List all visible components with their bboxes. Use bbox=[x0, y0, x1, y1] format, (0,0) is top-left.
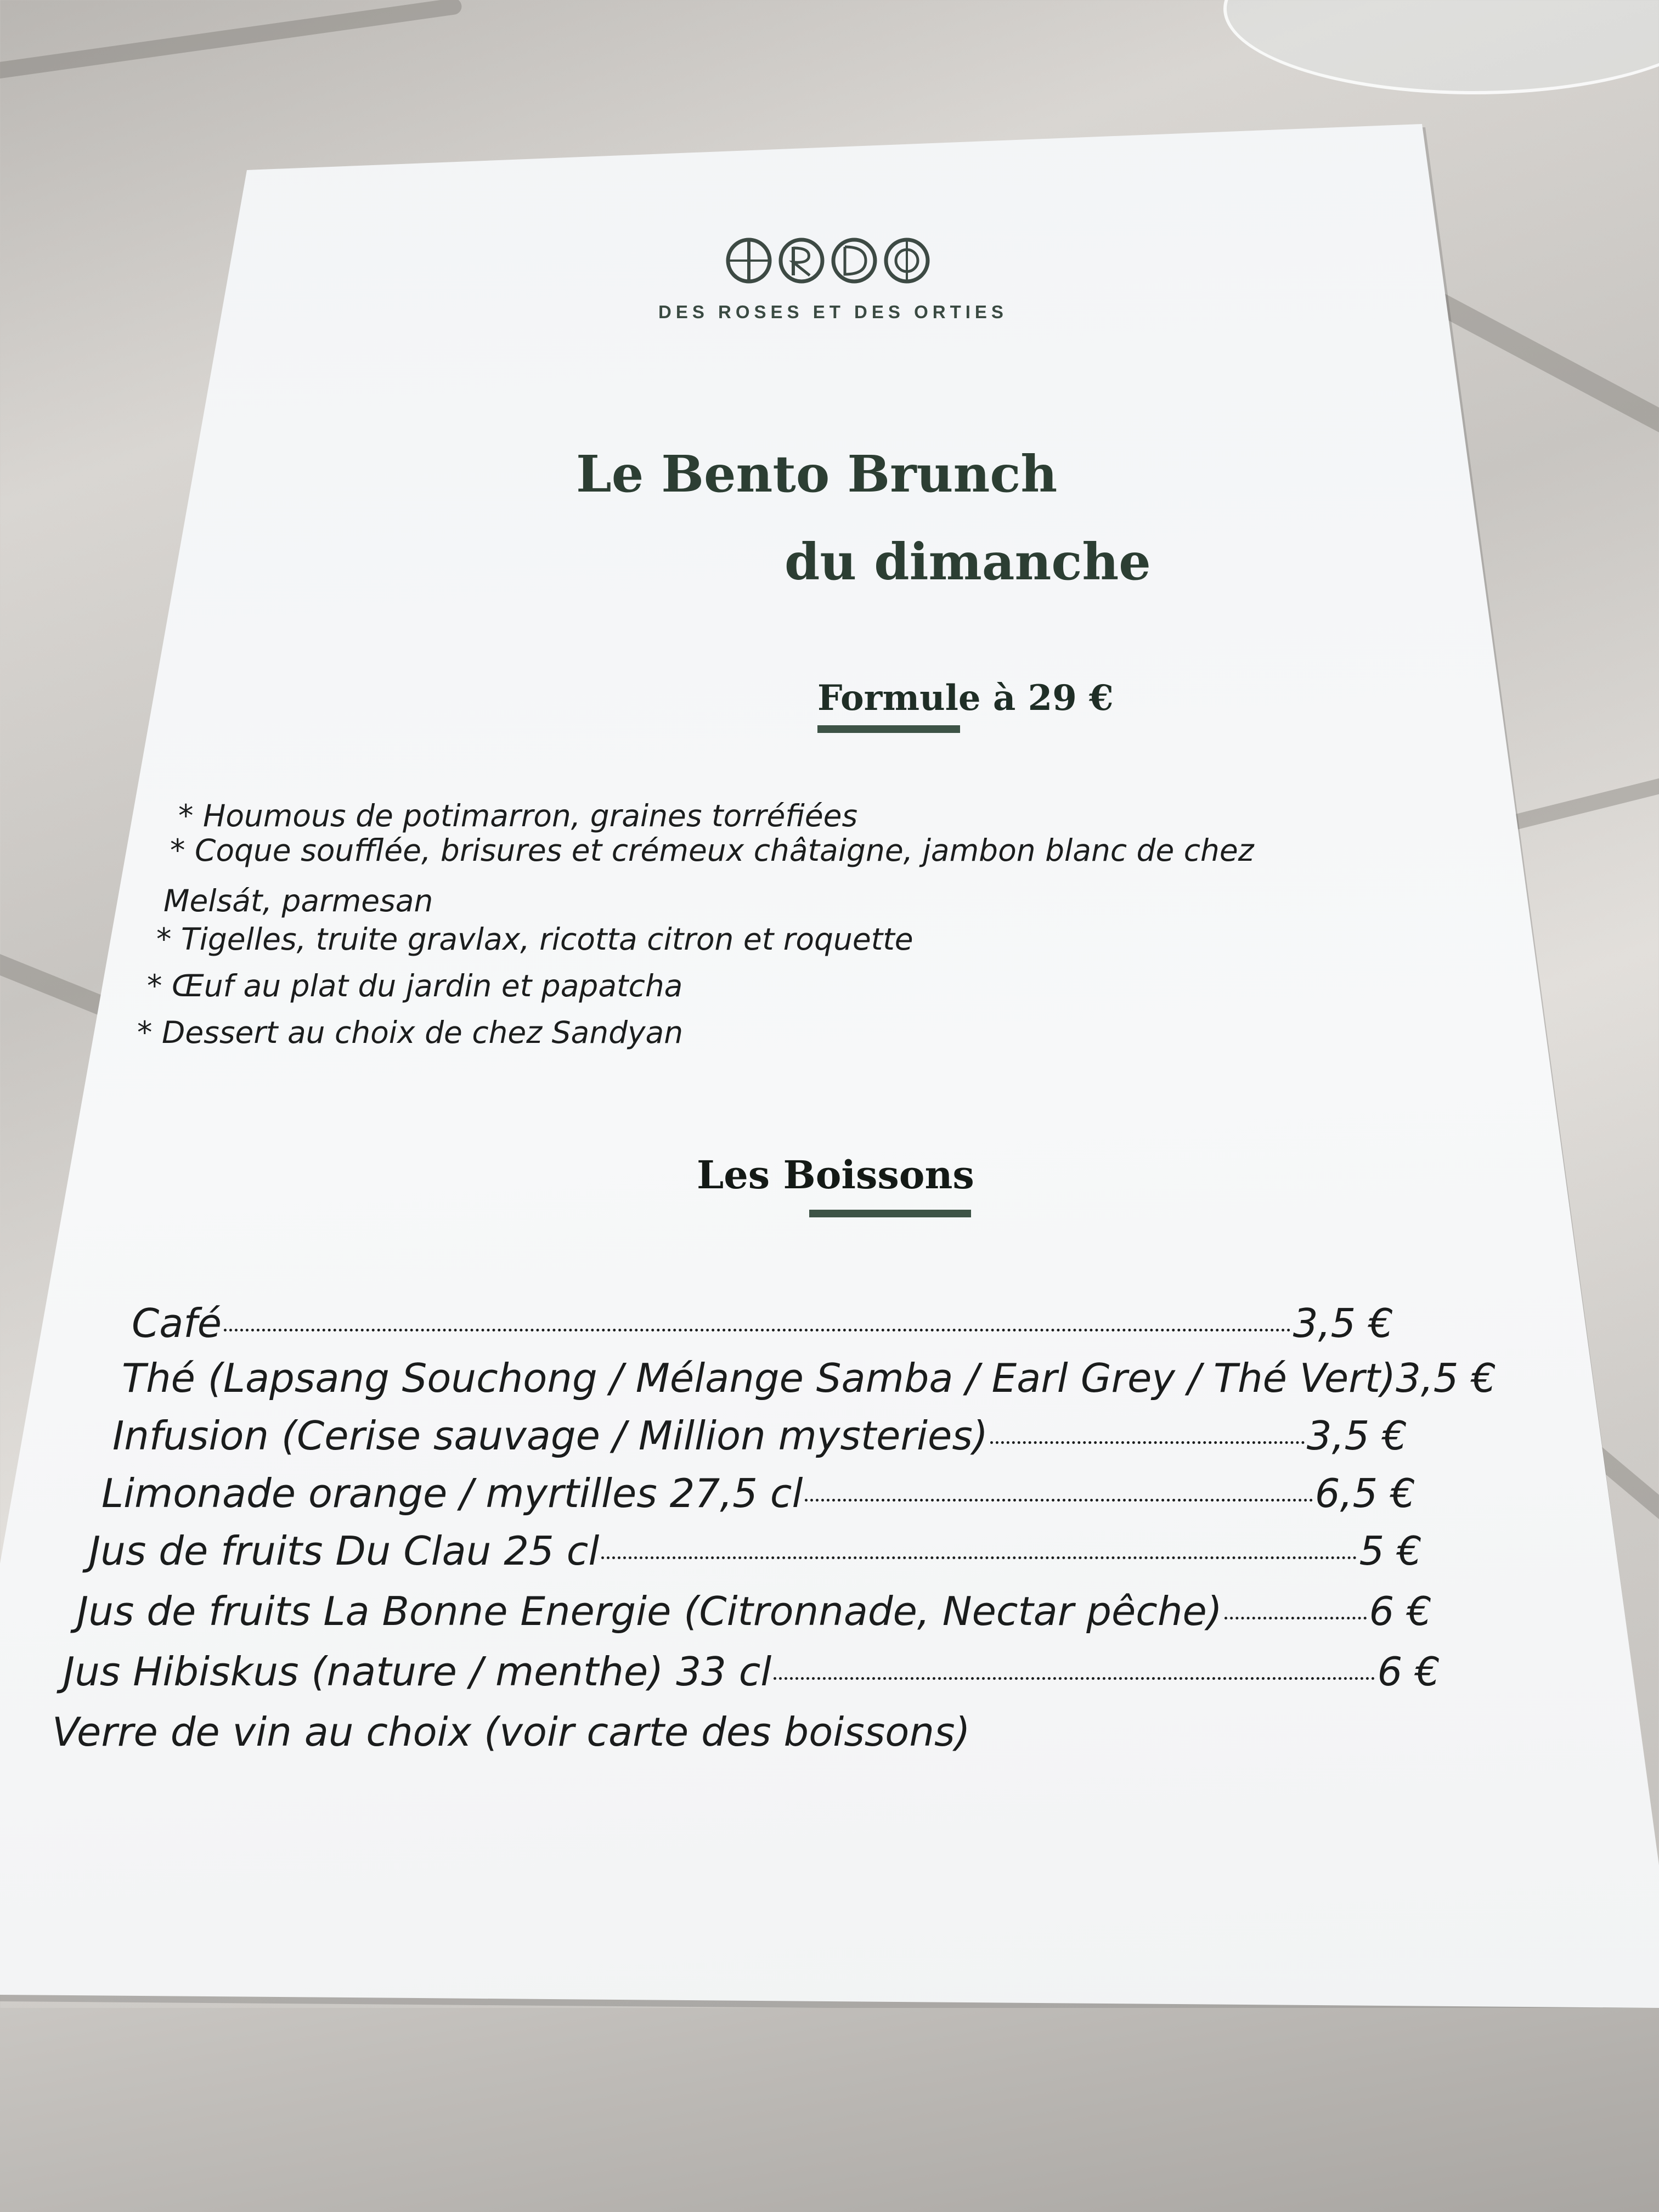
drink-name: Jus de fruits Du Clau 25 cl bbox=[89, 1528, 600, 1574]
drink-price: 6 € bbox=[1369, 1588, 1432, 1634]
drink-price: 3,5 € bbox=[1293, 1300, 1393, 1346]
marble-vein bbox=[0, 0, 462, 82]
drink-name: Thé (Lapsang Souchong / Mélange Samba / Earl Grey / Thé Vert) bbox=[122, 1355, 1396, 1401]
logo-circle-o-icon bbox=[882, 236, 932, 285]
bento-item: * Dessert au choix de chez Sandyan bbox=[137, 1015, 684, 1050]
drink-name: Jus de fruits La Bonne Energie (Citronnade, Nectar pêche) bbox=[77, 1588, 1222, 1634]
drink-name: Limonade orange / myrtilles 27,5 cl bbox=[101, 1470, 803, 1516]
drink-price: 3,5 € bbox=[1306, 1413, 1407, 1459]
dot-leader bbox=[601, 1556, 1357, 1559]
drink-row bbox=[132, 1300, 1393, 1346]
formule-underline bbox=[817, 725, 960, 733]
drink-price: 3,5 € bbox=[1396, 1355, 1497, 1401]
drink-name: Jus Hibiskus (nature / menthe) 33 cl bbox=[63, 1649, 772, 1695]
drinks-heading: Les Boissons bbox=[697, 1152, 974, 1198]
dot-leader bbox=[224, 1329, 1291, 1331]
drink-price: 6 € bbox=[1377, 1649, 1440, 1695]
bento-item: * Houmous de potimarron, graines torréfiées bbox=[178, 798, 858, 833]
drink-name: Infusion (Cerise sauvage / Million mysteries) bbox=[112, 1413, 988, 1459]
drink-row bbox=[63, 1649, 1440, 1695]
dot-leader bbox=[990, 1441, 1305, 1444]
dot-leader bbox=[1224, 1617, 1367, 1620]
logo-circle-r-icon bbox=[777, 236, 826, 285]
dot-leader bbox=[774, 1677, 1375, 1680]
drink-row bbox=[112, 1413, 1407, 1459]
glass bbox=[1223, 0, 1659, 94]
bento-item: Melsát, parmesan bbox=[163, 883, 433, 918]
bento-item: * Coque soufflée, brisures et crémeux châtaigne, jambon blanc de chez bbox=[170, 833, 1254, 868]
bento-item: * Tigelles, truite gravlax, ricotta citron et roquette bbox=[156, 922, 913, 957]
menu-title-line1: Le Bento Brunch bbox=[576, 444, 1058, 504]
table-surface bbox=[0, 2008, 1659, 2212]
drink-price: 6,5 € bbox=[1314, 1470, 1415, 1516]
brand-logo bbox=[724, 236, 932, 285]
logo-circle-d2-icon bbox=[830, 236, 879, 285]
dot-leader bbox=[805, 1499, 1312, 1502]
drinks-underline bbox=[809, 1210, 971, 1217]
drink-row bbox=[89, 1528, 1422, 1574]
drink-row bbox=[52, 1709, 970, 1755]
bento-item: * Œuf au plat du jardin et papatcha bbox=[147, 968, 683, 1003]
drink-name: Café bbox=[132, 1300, 222, 1346]
drink-row bbox=[101, 1470, 1415, 1516]
drink-row bbox=[122, 1355, 1497, 1401]
drink-price: 5 € bbox=[1359, 1528, 1422, 1574]
logo-circle-d-icon bbox=[724, 236, 774, 285]
brand-name: DES ROSES ET DES ORTIES bbox=[658, 302, 1008, 322]
formule-heading: Formule à 29 € bbox=[817, 678, 1114, 719]
menu-title-line2: du dimanche bbox=[785, 532, 1151, 591]
drink-name: Verre de vin au choix (voir carte des boissons) bbox=[52, 1709, 970, 1755]
drink-row bbox=[77, 1588, 1432, 1634]
